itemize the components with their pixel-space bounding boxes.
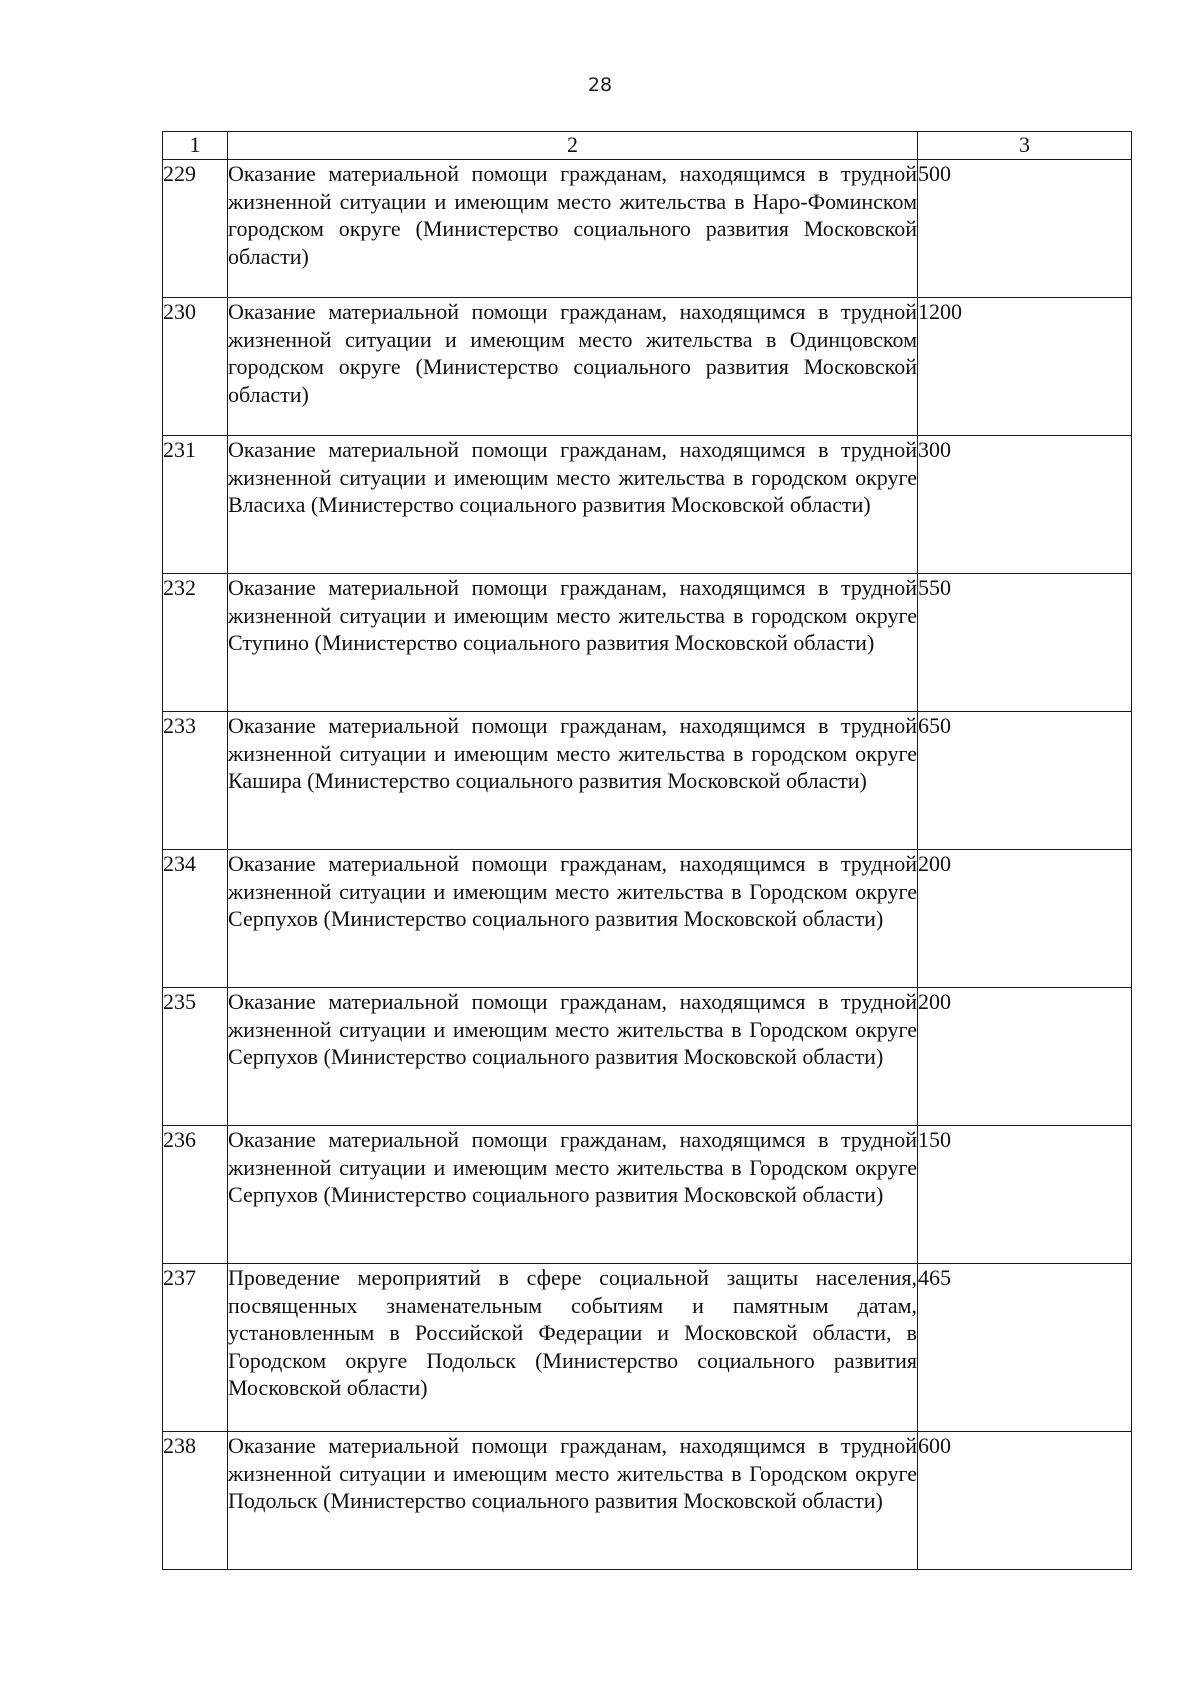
column-header-number: 1 bbox=[163, 132, 228, 160]
appropriations-table bbox=[162, 131, 1132, 1570]
row-number: 235 bbox=[163, 988, 228, 1126]
column-header-description: 2 bbox=[228, 132, 918, 160]
row-number: 237 bbox=[163, 1264, 228, 1432]
row-number: 234 bbox=[163, 850, 228, 988]
row-description: Оказание материальной помощи гражданам, находящимся в трудной жизненной ситуации и имеющим место жительства в Городском округе Подольск (Министерство социального развития Московской области) bbox=[228, 1432, 918, 1570]
row-description: Оказание материальной помощи гражданам, находящимся в трудной жизненной ситуации и имеющим место жительства в Одинцовском городском округе (Министерство социального развития Московской области) bbox=[228, 298, 918, 436]
table-header-row bbox=[163, 132, 1132, 160]
table-row bbox=[163, 1432, 1132, 1570]
row-amount: 1200 bbox=[918, 298, 1132, 436]
column-header-amount: 3 bbox=[918, 132, 1132, 160]
row-amount: 200 bbox=[918, 850, 1132, 988]
table-row bbox=[163, 298, 1132, 436]
table-row bbox=[163, 850, 1132, 988]
table-row bbox=[163, 988, 1132, 1126]
row-description: Оказание материальной помощи гражданам, находящимся в трудной жизненной ситуации и имеющим место жительства в Городском округе Серпухов (Министерство социального развития Московской области) bbox=[228, 850, 918, 988]
row-number: 230 bbox=[163, 298, 228, 436]
table-row bbox=[163, 1264, 1132, 1432]
table-row bbox=[163, 712, 1132, 850]
row-amount: 550 bbox=[918, 574, 1132, 712]
row-amount: 465 bbox=[918, 1264, 1132, 1432]
row-description: Оказание материальной помощи гражданам, находящимся в трудной жизненной ситуации и имеющим место жительства в городском округе Власиха (Министерство социального развития Московской области) bbox=[228, 436, 918, 574]
row-number: 238 bbox=[163, 1432, 228, 1570]
table-row bbox=[163, 574, 1132, 712]
row-description: Оказание материальной помощи гражданам, находящимся в трудной жизненной ситуации и имеющим место жительства в городском округе Кашира (Министерство социального развития Московской области) bbox=[228, 712, 918, 850]
row-number: 233 bbox=[163, 712, 228, 850]
table-row bbox=[163, 160, 1132, 298]
table-row bbox=[163, 436, 1132, 574]
row-amount: 200 bbox=[918, 988, 1132, 1126]
row-amount: 650 bbox=[918, 712, 1132, 850]
row-amount: 600 bbox=[918, 1432, 1132, 1570]
row-description: Оказание материальной помощи гражданам, находящимся в трудной жизненной ситуации и имеющим место жительства в Городском округе Серпухов (Министерство социального развития Московской области) bbox=[228, 1126, 918, 1264]
row-amount: 150 bbox=[918, 1126, 1132, 1264]
row-description: Проведение мероприятий в сфере социальной защиты населения, посвященных знаменательным событиям и памятным датам, установленным в Российской Федерации и Московской области, в Городском округе Подольск (Министерство социального развития Московской области) bbox=[228, 1264, 918, 1432]
row-number: 236 bbox=[163, 1126, 228, 1264]
row-amount: 300 bbox=[918, 436, 1132, 574]
row-amount: 500 bbox=[918, 160, 1132, 298]
row-number: 229 bbox=[163, 160, 228, 298]
row-description: Оказание материальной помощи гражданам, находящимся в трудной жизненной ситуации и имеющим место жительства в Наро-Фоминском городском округе (Министерство социального развития Московской области) bbox=[228, 160, 918, 298]
row-description: Оказание материальной помощи гражданам, находящимся в трудной жизненной ситуации и имеющим место жительства в городском округе Ступино (Министерство социального развития Московской области) bbox=[228, 574, 918, 712]
table-row bbox=[163, 1126, 1132, 1264]
row-description: Оказание материальной помощи гражданам, находящимся в трудной жизненной ситуации и имеющим место жительства в Городском округе Серпухов (Министерство социального развития Московской области) bbox=[228, 988, 918, 1126]
row-number: 231 bbox=[163, 436, 228, 574]
row-number: 232 bbox=[163, 574, 228, 712]
page-number: 28 bbox=[587, 74, 613, 96]
